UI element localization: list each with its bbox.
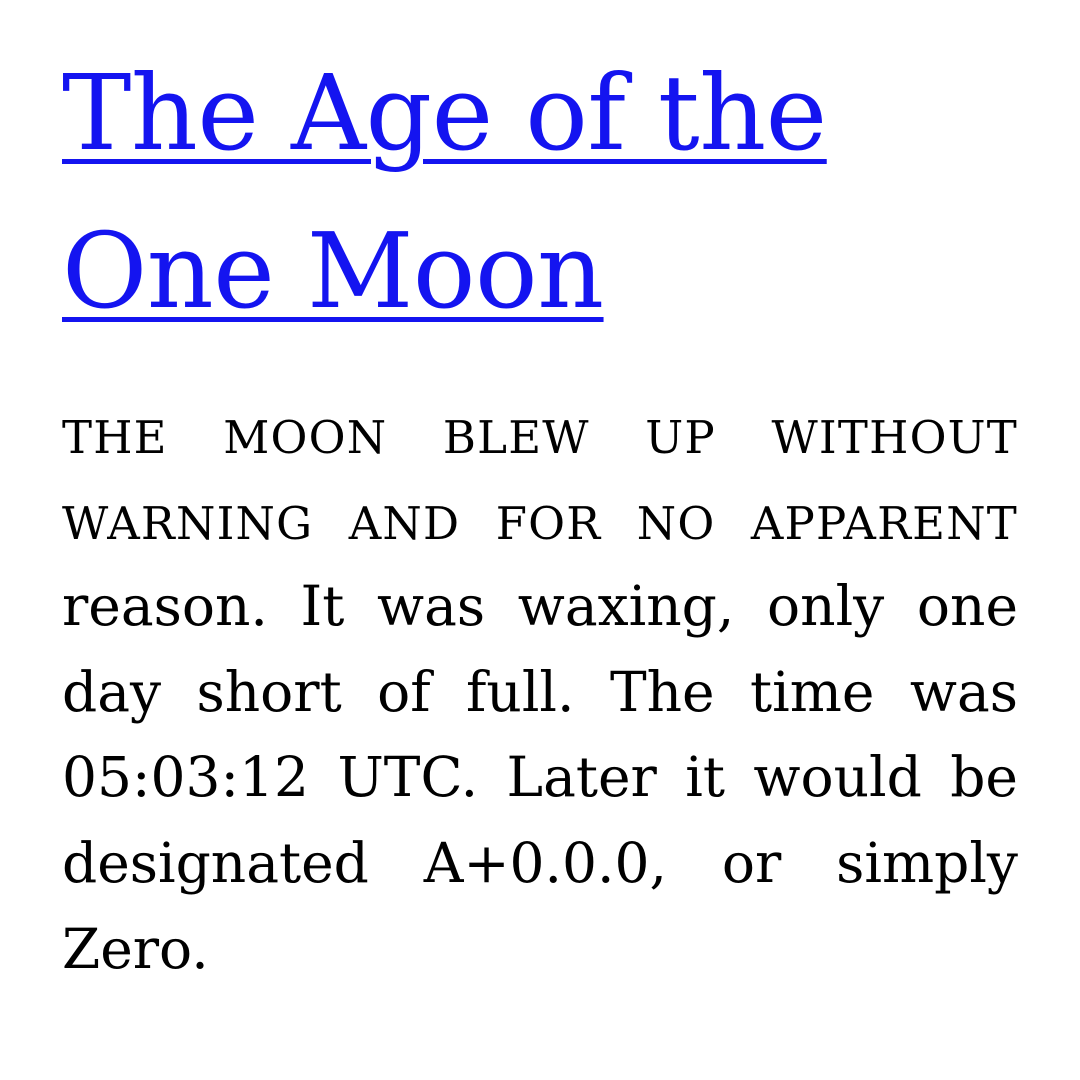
paragraph-remainder: reason. It was waxing, only one day short of full. The time was 05:03:12 UTC. Later it would be designated A+0.0.0, or simply Zero. <box>62 573 1018 981</box>
article-body-paragraph <box>62 350 1018 993</box>
lead-in-small-caps: THE MOON BLEW UP WITHOUT WARNING AND FOR NO APPARENT <box>62 411 1018 550</box>
page-title <box>62 0 862 350</box>
page-title-link[interactable]: The Age of the One Moon <box>62 52 827 333</box>
